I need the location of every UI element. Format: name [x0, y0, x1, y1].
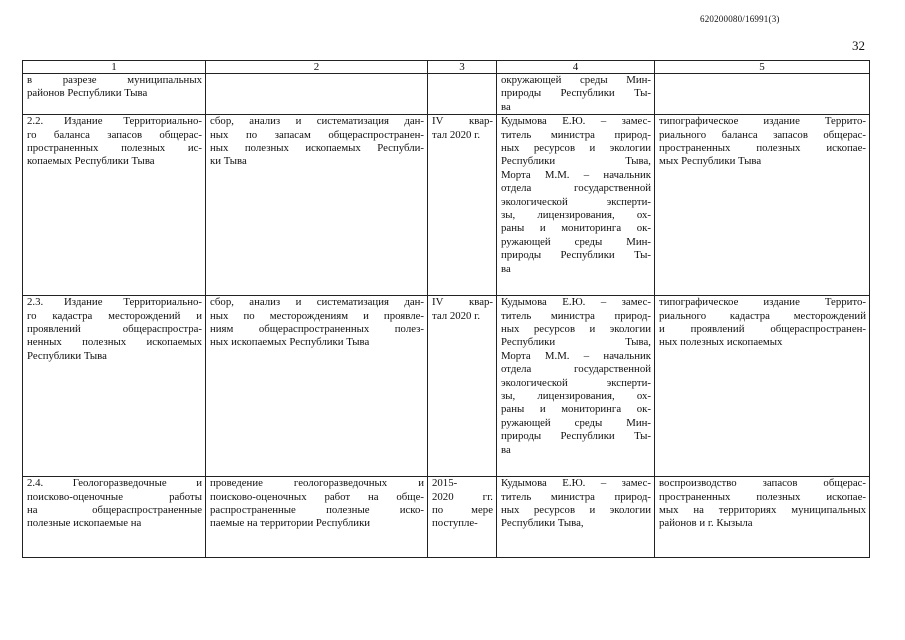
measure-cell — [23, 74, 206, 115]
content-cell — [206, 74, 428, 115]
measure-cell — [23, 296, 206, 477]
cell-text-line: ных полезных ископаемых Республи- — [210, 142, 424, 155]
measure-cell — [23, 477, 206, 558]
cell-text-line: проявлений общераспростра- — [27, 323, 202, 336]
cell-text-line: в разрезе муниципальных — [27, 74, 202, 86]
cell-text-line: Кудымова Е.Ю. – замес- — [501, 115, 651, 128]
plan-table — [22, 60, 870, 558]
cell-text-line: паемые на территории Республики — [210, 517, 371, 530]
deadline-cell — [428, 115, 497, 296]
table-row — [23, 115, 870, 296]
cell-text-line: мых Республики Тыва — [659, 155, 762, 168]
cell-text-line: ных полезных ископаемых — [659, 336, 783, 349]
cell-text-line: на общераспространенные — [27, 504, 202, 517]
responsible-cell — [497, 115, 655, 296]
cell-text-line: типографическое издание Террито- — [659, 296, 866, 309]
cell-text-line: 2.2. Издание Территориально- — [27, 115, 202, 128]
cell-text-line: 2020 гг. — [432, 490, 493, 503]
cell-text-line: отдела государственной — [501, 363, 651, 376]
cell-text-line: титель министра природ- — [501, 309, 651, 322]
column-number-2: 2 — [206, 61, 428, 74]
responsible-cell — [497, 74, 655, 115]
cell-text-line: IV квар- — [432, 115, 493, 128]
column-number-1: 1 — [23, 61, 206, 74]
cell-text-line: сбор, анализ и систематизация дан- — [210, 115, 424, 128]
cell-text-line: пространенных полезных ископае- — [659, 142, 866, 155]
cell-text-line: ва — [501, 262, 511, 275]
measure-cell — [23, 115, 206, 296]
cell-text-line: пространенных полезных ископае- — [659, 490, 866, 503]
cell-text-line: Морта М.М. – начальник — [501, 168, 651, 181]
cell-text-line: окружающей среды Мин- — [501, 74, 651, 86]
cell-text-line: ных по месторождениям и проявле- — [210, 309, 424, 322]
cell-text-line: воспроизводство запасов общерас- — [659, 477, 866, 490]
page-number: 32 — [852, 38, 865, 53]
cell-text-line: тал 2020 г. — [432, 128, 481, 141]
cell-text-line: зы, лицензирования, ох- — [501, 390, 651, 403]
result-cell — [655, 74, 870, 115]
cell-text-line: ки Тыва — [210, 155, 247, 168]
cell-text-line: копаемых Республики Тыва — [27, 155, 155, 168]
cell-text-line: поисково-оценочные работы — [27, 490, 202, 503]
column-number-5: 5 — [655, 61, 870, 74]
cell-text-line: Кудымова Е.Ю. – замес- — [501, 477, 651, 490]
deadline-cell — [428, 74, 497, 115]
cell-text-line: отдела государственной — [501, 182, 651, 195]
cell-text-line: природы Республики Ты- — [501, 430, 651, 443]
cell-text-line: поисково-оценочных работ на обще- — [210, 490, 424, 503]
content-cell — [206, 477, 428, 558]
cell-text-line: титель министра природ- — [501, 128, 651, 141]
column-number-3: 3 — [428, 61, 497, 74]
cell-text-line: проведение геологоразведочных и — [210, 477, 424, 490]
cell-text-line: и проявлений общераспространен- — [659, 323, 866, 336]
cell-text-line: Республики Тыва — [27, 349, 107, 362]
cell-text-line: ных ресурсов и экологии — [501, 323, 651, 336]
column-number-4: 4 — [497, 61, 655, 74]
cell-text-line: IV квар- — [432, 296, 493, 309]
cell-text-line: ных ископаемых Республики Тыва — [210, 336, 370, 349]
cell-text-line: ружающей среды Мин- — [501, 416, 651, 429]
plan-table-body — [23, 61, 870, 558]
result-cell — [655, 477, 870, 558]
cell-text-line: экологической эксперти- — [501, 195, 651, 208]
cell-text-line: го баланса запасов общерас- — [27, 128, 202, 141]
cell-text-line: районов и г. Кызыла — [659, 517, 753, 530]
content-cell — [206, 115, 428, 296]
cell-text-line: 2.4. Геологоразведочные и — [27, 477, 202, 490]
cell-text-line: го кадастра месторождений и — [27, 309, 202, 322]
cell-text-line: раны и мониторинга ок- — [501, 222, 651, 235]
cell-text-line: ных ресурсов и экологии — [501, 504, 651, 517]
deadline-cell — [428, 296, 497, 477]
cell-text-line: Морта М.М. – начальник — [501, 349, 651, 362]
cell-text-line: 2015- — [432, 477, 458, 490]
cell-text-line: ва — [501, 100, 511, 113]
cell-text-line: Республики Тыва, — [501, 336, 651, 349]
cell-text-line: районов Республики Тыва — [27, 87, 148, 100]
cell-text-line: сбор, анализ и систематизация дан- — [210, 296, 424, 309]
result-cell — [655, 296, 870, 477]
cell-text-line: титель министра природ- — [501, 490, 651, 503]
responsible-cell — [497, 296, 655, 477]
cell-text-line: распространенные полезные иско- — [210, 504, 424, 517]
result-cell — [655, 115, 870, 296]
responsible-cell — [497, 477, 655, 558]
cell-text-line: ных по запасам общераспространен- — [210, 128, 424, 141]
cell-text-line: ниям общераспространенных полез- — [210, 323, 424, 336]
table-row — [23, 296, 870, 477]
cell-text-line: зы, лицензирования, ох- — [501, 209, 651, 222]
column-number-row — [23, 61, 870, 74]
cell-text-line: ненных полезных ископаемых — [27, 336, 202, 349]
cell-text-line: ных ресурсов и экологии — [501, 142, 651, 155]
cell-text-line: природы Республики Ты- — [501, 249, 651, 262]
cell-text-line: Кудымова Е.Ю. – замес- — [501, 296, 651, 309]
cell-text-line: пространенных полезных ис- — [27, 142, 202, 155]
cell-text-line: 2.3. Издание Территориально- — [27, 296, 202, 309]
cell-text-line: риального кадастра месторождений — [659, 309, 866, 322]
table-row — [23, 74, 870, 115]
document-number: 620200080/16991(3) — [700, 14, 780, 24]
cell-text-line: ва — [501, 443, 511, 456]
cell-text-line: Республики Тыва, — [501, 517, 584, 530]
cell-text-line: раны и мониторинга ок- — [501, 403, 651, 416]
deadline-cell — [428, 477, 497, 558]
cell-text-line: по мере — [432, 504, 493, 517]
cell-text-line: риального баланса запасов общерас- — [659, 128, 866, 141]
cell-text-line: типографическое издание Террито- — [659, 115, 866, 128]
content-cell — [206, 296, 428, 477]
cell-text-line: мых на территориях муниципальных — [659, 504, 866, 517]
table-row — [23, 477, 870, 558]
cell-text-line: природы Республики Ты- — [501, 87, 651, 100]
cell-text-line: Республики Тыва, — [501, 155, 651, 168]
cell-text-line: полезные ископаемые на — [27, 517, 142, 530]
cell-text-line: ружающей среды Мин- — [501, 235, 651, 248]
cell-text-line: экологической эксперти- — [501, 376, 651, 389]
cell-text-line: тал 2020 г. — [432, 309, 481, 322]
cell-text-line: поступле- — [432, 517, 478, 530]
